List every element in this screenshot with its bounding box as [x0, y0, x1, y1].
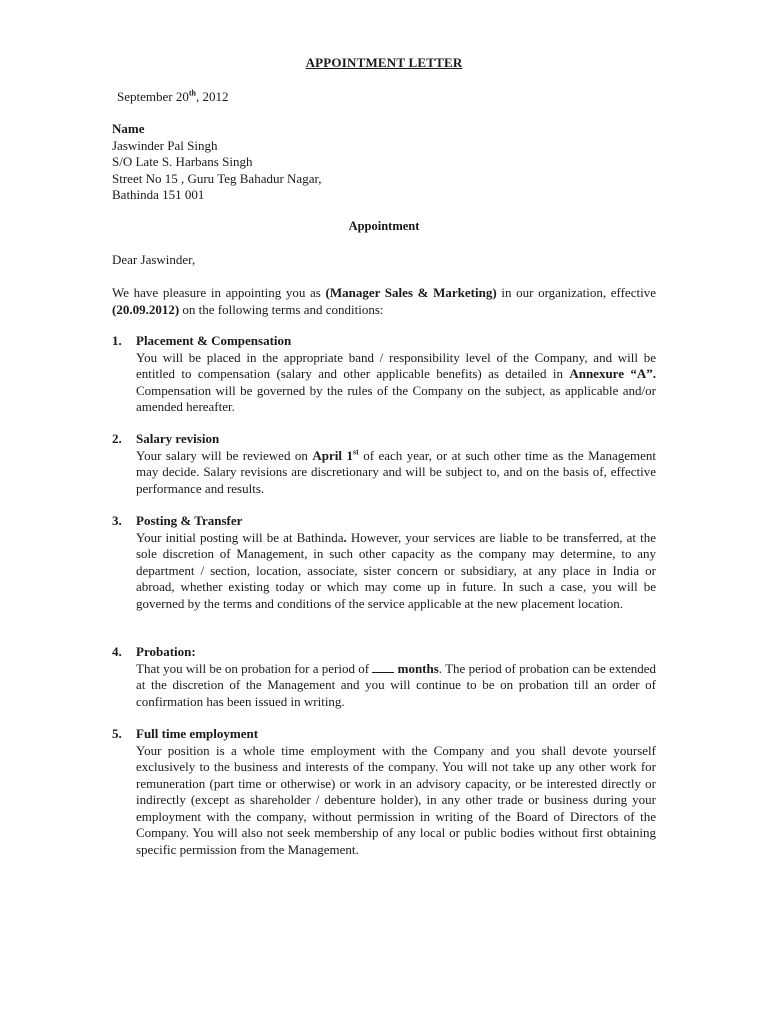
date-prefix: September 20 — [117, 89, 189, 104]
subject-heading: Appointment — [348, 219, 420, 233]
section-text: of each year, or at such other time as the Management may decide. Salary revisions are discretionary and will be subject to, and on the basis of, effective performance and results. — [136, 447, 656, 496]
section-title: Probation: — [136, 644, 196, 659]
section-heading — [112, 333, 656, 350]
section-text: That you will be on probation for a period of — [136, 660, 373, 676]
section-title: Full time employment — [136, 726, 259, 741]
document-title: APPOINTMENT LETTER — [305, 55, 463, 70]
section-number: 5. — [112, 726, 122, 741]
section-heading — [112, 726, 656, 743]
intro-text: on the following terms and conditions: — [179, 301, 384, 317]
section-heading — [112, 644, 656, 661]
section-number: 2. — [112, 431, 122, 446]
section-body: Your position is a whole time employment with the Company and you shall devote yourself exclusively to the business and interests of the company. You will not take up any other work for remuneration (part time or otherwise) or work in an advisory capacity, or be interested directly or indirectly (except as shareholder / debenture holder), in any other trade or business during your employment with the company, without permission in writing of the Board of Directors of the Company. You will also not seek membership of any local or public bodies without first obtaining specific permission from the Management. — [136, 742, 656, 857]
blank-line — [372, 661, 394, 673]
review-date — [312, 448, 358, 463]
probation-unit: months — [397, 660, 439, 676]
address-label: Name — [112, 121, 145, 136]
date-suffix: , 2012 — [195, 89, 229, 104]
intro-paragraph — [112, 285, 656, 318]
section-body — [136, 350, 656, 416]
section-number: 1. — [112, 333, 122, 348]
intro-text: We have pleasure in appointing you as — [112, 285, 326, 300]
section-text: Compensation will be governed by the rules of the Company on the subject, as applicable and/or amended hereafter. — [136, 382, 656, 414]
section-heading — [112, 431, 656, 448]
section-text: . The period of probation can be extended at the discretion of the Management and you will continue to be on probation till an order of confirmation has been issued in writing. — [136, 660, 657, 709]
address-line: Street No 15 , Guru Teg Bahadur Nagar, — [112, 170, 322, 186]
review-date-ordinal: st — [352, 447, 359, 457]
intro-effective-date: (20.09.2012) — [112, 301, 180, 317]
section-text: You will be placed in the appropriate band / responsibility level of the Company, and will be entitled to compensation (salary and other applicable benefits) as detailed in — [136, 349, 656, 381]
section-full-time-employment — [112, 726, 656, 858]
address-line: Bathinda 151 001 — [112, 187, 205, 202]
section-number: 4. — [112, 644, 122, 659]
probation-period — [372, 661, 438, 676]
section-heading — [112, 513, 656, 530]
salutation: Dear Jaswinder, — [112, 252, 196, 267]
review-date-text: April 1 — [312, 447, 353, 463]
address-line: Jaswinder Pal Singh — [112, 137, 218, 153]
section-body — [136, 530, 656, 613]
intro-text: in our organization, effective — [496, 285, 656, 300]
section-text: However, your services are liable to be transferred, at the sole discretion of Management, in such other capacity as the company may determine, to any department / section, location, associate, sister concern or subsidiary, at any place in India or abroad, whether existing today or which may come up in future. In such a case, you will be governed by the terms and conditions of the service applicable at the new placement location. — [136, 529, 656, 611]
section-placement-compensation — [112, 333, 656, 416]
bold-period: . — [343, 529, 347, 545]
date-ordinal: th — [188, 88, 196, 98]
section-text: Your salary will be reviewed on — [136, 447, 313, 463]
section-probation — [112, 644, 656, 710]
section-body — [136, 661, 656, 711]
section-text: Your initial posting will be at Bathinda — [136, 529, 344, 545]
annexure-reference: Annexure “A”. — [569, 366, 656, 381]
intro-position: (Manager Sales & Marketing) — [325, 285, 497, 300]
section-title: Placement & Compensation — [136, 333, 292, 348]
address-line: S/O Late S. Harbans Singh — [112, 154, 253, 169]
section-posting-transfer — [112, 513, 656, 612]
section-title: Salary revision — [136, 431, 220, 446]
section-salary-revision — [112, 431, 656, 497]
letter-date — [117, 89, 228, 105]
section-number: 3. — [112, 513, 122, 528]
recipient-address — [112, 121, 322, 204]
section-body — [136, 448, 656, 498]
section-title: Posting & Transfer — [136, 513, 243, 528]
